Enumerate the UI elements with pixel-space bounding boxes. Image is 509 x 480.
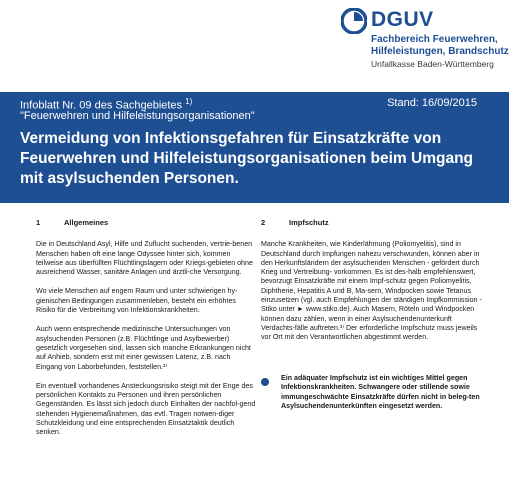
paragraph: Ein eventuell vorhandenes Ansteckungsrisiko steigt mit der Enge des persönlichen Kontakts zu Personen und ihren persönlichen Gegenständen. Es lässt sich jedoch durch Einhalten der nachfol-gend stehenden Hygienemaßnahmen, das evtl. Tragen notwen-diger Schutzkleidung und eine entsprechenden Einsatztaktik deutlich senken. — [36, 381, 256, 437]
section-number: 1 — [36, 218, 41, 227]
note-text: Ein adäquater Impfschutz ist ein wichtiges Mittel gegen Infektionskrankheiten. Schwangere oder stillende sowie immungeschwächte Einsatzkräfte dürfen nicht in beleg-ten Asylsuchendenunterkünften eingesetzt werden. — [281, 374, 480, 410]
paragraph: Auch wenn entsprechende medizinische Untersuchungen von asylsuchenden Personen (z.B. Flüchtlinge und Asylbewerber) gesetzlich vorgesehen sind, lassen sich manche Erkrankungen nicht auf Anhieb, sondern erst mit einer gewissen Latenz, z.B. nach Eingang von Laborbefunden, feststellen.²⁾ — [36, 325, 251, 371]
org-line-2: Hilfeleistungen, Brandschutz — [371, 46, 509, 57]
bullet-icon — [261, 378, 269, 386]
infoblatt-text: Infoblatt Nr. 09 des Sachgebietes — [20, 99, 183, 112]
section-title: Allgemeines — [64, 218, 109, 227]
footnote-mark: 1) — [185, 97, 193, 106]
document-title: Vermeidung von Infektionsgefahren für Einsatzkräfte von Feuerwehren und Hilfeleistungsorganisationen beim Umgang mit asylsuchenden Personen. — [20, 130, 474, 187]
paragraph: Wo viele Menschen auf engem Raum und unter schwierigen hy-gienischen Bedingungen zusammenleben, besteht ein erhöhtes Risiko für die Verbreitung von Infektionskrankheiten. — [36, 287, 238, 315]
note-box — [261, 374, 483, 411]
org-line-3: Unfallkasse Baden-Württemberg — [371, 59, 494, 69]
section-heading — [261, 218, 487, 227]
title-banner — [0, 92, 509, 203]
dguv-logo-icon — [341, 8, 367, 34]
section-allgemeines — [36, 218, 256, 448]
section-number: 2 — [261, 218, 266, 227]
sachgebiet-label: "Feuerwehren und Hilfeleistungsorganisationen" — [20, 110, 255, 122]
paragraph: Die in Deutschland Asyl, Hilfe und Zuflucht suchenden, vertrie-benen Menschen haben oft eine lange Odyssee hinter sich, kommen teilweise aus überfüllten Flüchtlingslagern oder Kriegs-gebieten ohne ausreichend Wasser, sanitäre Anlagen und ärztli-che Versorgung. — [36, 240, 253, 277]
section-title: Impfschutz — [289, 218, 329, 227]
stand-date: Stand: 16/09/2015 — [387, 97, 477, 109]
org-line-1: Fachbereich Feuerwehren, — [371, 34, 498, 45]
paragraph: Manche Krankheiten, wie Kinderlähmung (Poliomyelitis), sind in Deutschland durch Impfungen nahezu verschwunden, können aber in den Herkunftsländern der asylsuchenden Menschen - gefördert durch Krieg und Vertreibung- vorkommen. Es ist des-halb empfehlenswert, bevorzugt Einsatzkräfte mit einem Impf-schutz gegen Poliomyelitis, Diphtherie, Hepatitis A und B, Ma-sern, Windpocken sowie Tetanus einzusetzen (vgl. auch Empfehlungen der ständigen Impfkommission - Stiko unter ► www.stiko.de). Auch Masern, Röteln und Windpocken können dazu zählen, wenn in einer Asylsuchendenunterkunft Verdachts-fälle auftreten.³⁾ Der erforderliche Impfschutz muss jeweils vor Ort mit den Verantwortlichen abgestimmt werden. — [261, 240, 482, 342]
brand-name: DGUV — [371, 8, 434, 31]
section-impfschutz — [261, 218, 487, 353]
section-heading — [36, 218, 256, 227]
dguv-logo — [341, 8, 509, 78]
